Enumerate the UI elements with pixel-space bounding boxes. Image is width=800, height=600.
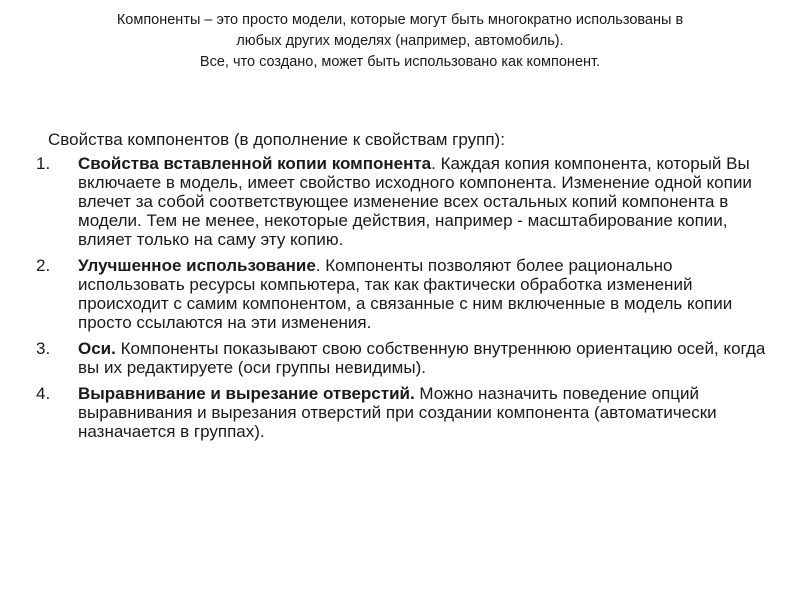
properties-list: [36, 154, 766, 448]
list-item-number: 3.: [36, 339, 51, 358]
properties-intro: Свойства компонентов (в дополнение к свойствам групп):: [48, 130, 505, 149]
list-item: [36, 384, 766, 441]
slide-header: [40, 10, 760, 73]
list-item-term: Улучшенное использование: [78, 256, 316, 275]
list-item-number: 1.: [36, 154, 51, 173]
header-line-1: Компоненты – это просто модели, которые могут быть многократно использованы в: [116, 12, 684, 28]
list-item: [36, 154, 766, 249]
list-item-text: . Компоненты позволяют более рационально использовать ресурсы компьютера, так как фактически обработка изменений происходит с самим компонентом, а связанные с ним включенные в модель копии просто ссылаются на эти изменения.: [78, 256, 733, 332]
list-item-term: Свойства вставленной копии компонента: [78, 154, 432, 173]
list-item: [36, 339, 766, 377]
list-item-number: 4.: [36, 384, 51, 403]
list-item-text: Можно назначить поведение опций выравнивания и вырезания отверстий при создании компонента (автоматически назначается в группах).: [78, 384, 717, 441]
list-item-text: . Каждая копия компонента, который Вы включаете в модель, имеет свойство исходного компонента. Изменение одной копии влечет за собой соответствующее изменение всех остальных копий компонента в модели. Тем не менее, некоторые действия, например - масштабирование копии, влияет только на саму эту копию.: [78, 154, 752, 249]
list-item-text: Компоненты показывают свою собственную внутреннюю ориентацию осей, когда вы их редактируете (оси группы невидимы).: [78, 339, 766, 377]
list-item-term: Оси.: [78, 339, 116, 358]
list-item-number: 2.: [36, 256, 51, 275]
header-line-3: Все, что создано, может быть использовано как компонент.: [199, 54, 601, 70]
header-line-2: любых других моделях (например, автомобиль).: [236, 33, 564, 49]
list-item-term: Выравнивание и вырезание отверстий.: [78, 384, 415, 403]
list-item: [36, 256, 766, 332]
